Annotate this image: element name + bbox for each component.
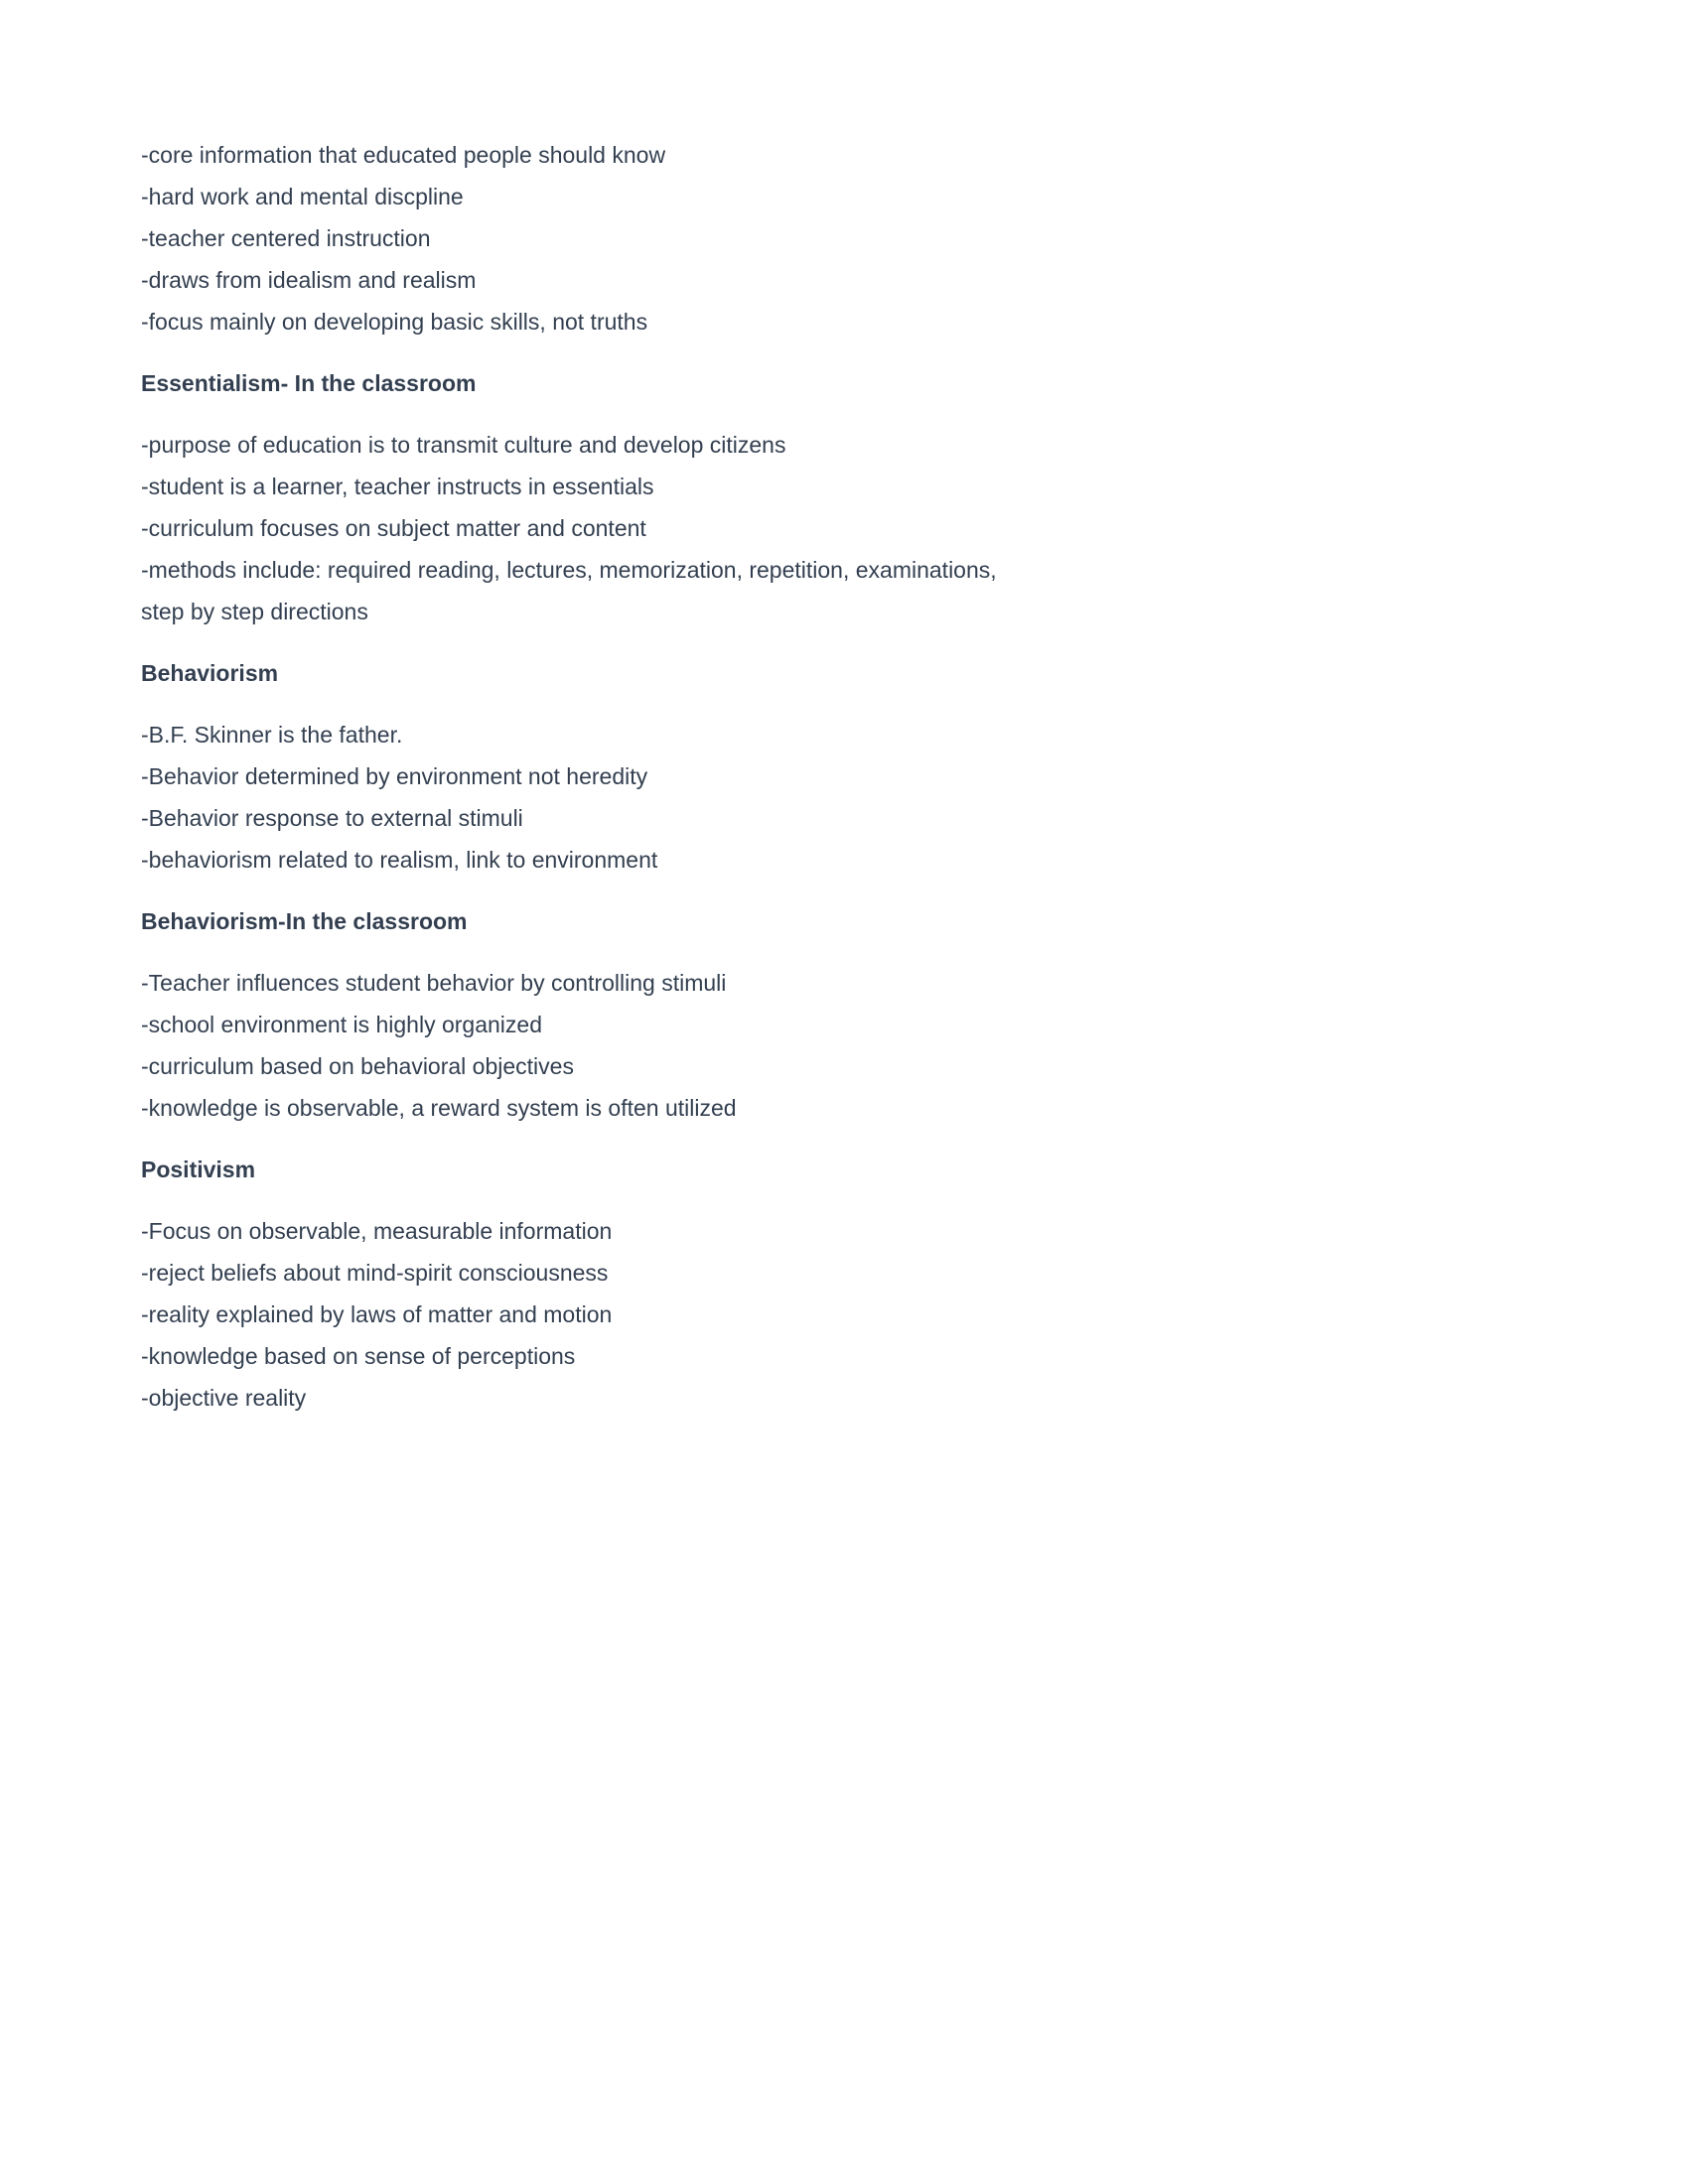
paragraph: [141, 134, 1400, 342]
text-line: -reject beliefs about mind-spirit consciousness: [141, 1260, 609, 1286]
section-heading: Essentialism- In the classroom: [141, 370, 477, 396]
text-line: -core information that educated people should know: [141, 142, 666, 168]
text-line: -curriculum based on behavioral objectives: [141, 1053, 574, 1079]
text-line: -school environment is highly organized: [141, 1012, 542, 1037]
text-line: -knowledge based on sense of perceptions: [141, 1343, 576, 1369]
paragraph: [141, 714, 1400, 881]
text-line: -hard work and mental discpline: [141, 184, 464, 209]
text-line: -teacher centered instruction: [141, 225, 431, 251]
text-line: -Focus on observable, measurable information: [141, 1218, 613, 1244]
text-line: -Teacher influences student behavior by controlling stimuli: [141, 970, 727, 996]
text-line: -student is a learner, teacher instructs in essentials: [141, 474, 654, 499]
text-line: -draws from idealism and realism: [141, 267, 477, 293]
text-line: -purpose of education is to transmit culture and develop citizens: [141, 432, 786, 458]
text-line: -curriculum focuses on subject matter and content: [141, 515, 646, 541]
text-line: -Behavior response to external stimuli: [141, 805, 523, 831]
text-line: -behaviorism related to realism, link to environment: [141, 847, 658, 873]
text-line: -knowledge is observable, a reward system is often utilized: [141, 1095, 737, 1121]
section-heading: Behaviorism: [141, 660, 279, 686]
text-line: -Behavior determined by environment not heredity: [141, 763, 648, 789]
section-heading: Behaviorism-In the classroom: [141, 908, 468, 934]
text-line: -reality explained by laws of matter and motion: [141, 1301, 613, 1327]
paragraph: [141, 962, 1400, 1129]
section-heading: Positivism: [141, 1157, 256, 1182]
text-line: step by step directions: [141, 599, 368, 624]
text-line: -focus mainly on developing basic skills, not truths: [141, 309, 648, 335]
text-line: -objective reality: [141, 1385, 307, 1411]
paragraph: [141, 1210, 1400, 1419]
text-line: -methods include: required reading, lectures, memorization, repetition, examinations,: [141, 557, 997, 583]
text-line: -B.F. Skinner is the father.: [141, 722, 403, 748]
paragraph: [141, 424, 1400, 632]
